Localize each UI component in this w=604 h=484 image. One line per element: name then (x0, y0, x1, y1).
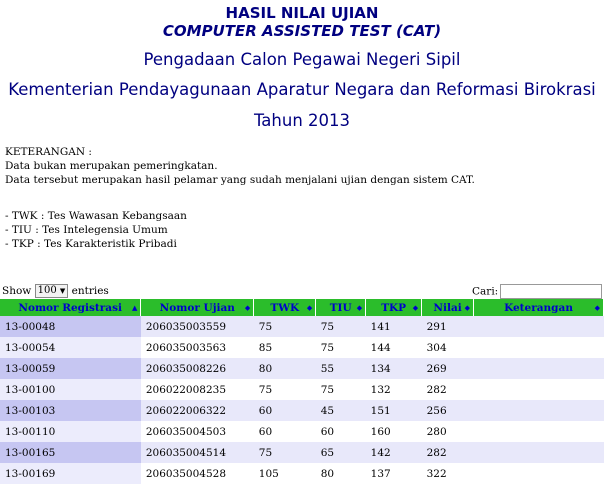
cell-keterangan (474, 442, 604, 463)
cell-tiu: 60 (316, 421, 366, 442)
cell-nomor-ujian: 206035004528 (141, 463, 254, 484)
keterangan-note: Data bukan merupakan pemeringkatan. (5, 160, 218, 172)
chevron-down-icon: ▼ (59, 287, 66, 295)
cell-keterangan (474, 337, 604, 358)
program-title: Pengadaan Calon Pegawai Negeri Sipil (143, 50, 461, 69)
sort-icon: ◆ (306, 303, 313, 312)
entries-control (2, 284, 109, 298)
cell-keterangan (474, 421, 604, 442)
cell-nilai: 291 (422, 316, 474, 337)
cell-nilai: 282 (422, 379, 474, 400)
cell-twk: 75 (254, 316, 316, 337)
sort-icon: ▲ (131, 303, 138, 312)
abbreviation-item: - TIU : Tes Intelegensia Umum (5, 224, 168, 236)
table-row (0, 358, 604, 379)
cell-twk: 60 (254, 421, 316, 442)
sort-icon: ◆ (244, 303, 251, 312)
search-input[interactable] (500, 284, 602, 299)
sort-icon: ◆ (594, 303, 600, 312)
cell-tkp: 160 (366, 421, 422, 442)
cell-tiu: 75 (316, 337, 366, 358)
cell-tkp: 132 (366, 379, 422, 400)
sort-icon: ◆ (464, 303, 471, 312)
column-header-tkp[interactable]: TKP ◆ (366, 299, 422, 316)
cell-tkp: 144 (366, 337, 422, 358)
cell-tiu: 45 (316, 400, 366, 421)
keterangan-section (5, 145, 475, 187)
cell-nomor-ujian: 206035003563 (141, 337, 254, 358)
cell-nomor-registrasi: 13-00165 (0, 442, 141, 463)
cell-nomor-registrasi: 13-00103 (0, 400, 141, 421)
search-control (472, 284, 602, 299)
cell-nomor-ujian: 206035004514 (141, 442, 254, 463)
cell-twk: 85 (254, 337, 316, 358)
cell-twk: 60 (254, 400, 316, 421)
abbreviation-list (5, 209, 187, 251)
ministry-title: Kementerian Pendayagunaan Aparatur Negara dan Reformasi Birokrasi (8, 80, 596, 99)
table-controls (0, 282, 604, 300)
cell-tkp: 134 (366, 358, 422, 379)
cell-nilai: 280 (422, 421, 474, 442)
column-header-nomor-registrasi[interactable]: Nomor Registrasi ▲ (0, 299, 141, 316)
cell-tiu: 80 (316, 463, 366, 484)
table-row (0, 442, 604, 463)
cell-nomor-registrasi: 13-00054 (0, 337, 141, 358)
sort-icon: ◆ (356, 303, 363, 312)
table-row (0, 463, 604, 484)
results-table (0, 299, 604, 484)
cell-nilai: 282 (422, 442, 474, 463)
cell-twk: 80 (254, 358, 316, 379)
cell-keterangan (474, 400, 604, 421)
table-row (0, 316, 604, 337)
cell-tkp: 141 (366, 316, 422, 337)
cell-tiu: 65 (316, 442, 366, 463)
cell-nomor-registrasi: 13-00110 (0, 421, 141, 442)
column-header-tiu[interactable]: TIU ◆ (316, 299, 366, 316)
table-header-row (0, 299, 604, 316)
cell-twk: 75 (254, 379, 316, 400)
page-subtitle: COMPUTER ASSISTED TEST (CAT) (162, 22, 442, 40)
abbreviation-item: - TKP : Tes Karakteristik Pribadi (5, 238, 177, 250)
cell-nilai: 322 (422, 463, 474, 484)
cell-nomor-ujian: 206022008235 (141, 379, 254, 400)
sort-icon: ◆ (412, 303, 419, 312)
cell-twk: 75 (254, 442, 316, 463)
cell-nomor-ujian: 206035003559 (141, 316, 254, 337)
cell-twk: 105 (254, 463, 316, 484)
cell-nomor-registrasi: 13-00169 (0, 463, 141, 484)
column-header-twk[interactable]: TWK ◆ (254, 299, 316, 316)
search-label: Cari: (472, 285, 499, 298)
cell-keterangan (474, 463, 604, 484)
table-row (0, 379, 604, 400)
keterangan-title: KETERANGAN : (5, 146, 92, 158)
cell-keterangan (474, 358, 604, 379)
cell-tiu: 75 (316, 316, 366, 337)
entries-label: entries (71, 285, 109, 297)
cell-nomor-registrasi: 13-00048 (0, 316, 141, 337)
year-title: Tahun 2013 (253, 111, 351, 130)
cell-tkp: 151 (366, 400, 422, 421)
cell-nomor-ujian: 206022006322 (141, 400, 254, 421)
cell-keterangan (474, 316, 604, 337)
table-row (0, 400, 604, 421)
entries-value: 100 (37, 285, 57, 296)
cell-tiu: 75 (316, 379, 366, 400)
cell-nomor-registrasi: 13-00059 (0, 358, 141, 379)
cell-tiu: 55 (316, 358, 366, 379)
column-header-nilai[interactable]: Nilai ◆ (422, 299, 474, 316)
column-header-keterangan[interactable]: Keterangan ◆ (474, 299, 604, 316)
cell-nilai: 269 (422, 358, 474, 379)
cell-nomor-registrasi: 13-00100 (0, 379, 141, 400)
cell-nomor-ujian: 206035008226 (141, 358, 254, 379)
show-label: Show (2, 285, 32, 297)
cell-keterangan (474, 379, 604, 400)
keterangan-note: Data tersebut merupakan hasil pelamar yang sudah menjalani ujian dengan sistem CAT. (5, 174, 475, 186)
table-row (0, 421, 604, 442)
cell-nilai: 256 (422, 400, 474, 421)
column-header-nomor-ujian[interactable]: Nomor Ujian ◆ (141, 299, 254, 316)
entries-select[interactable] (35, 284, 69, 298)
table-row (0, 337, 604, 358)
page-title: HASIL NILAI UJIAN (225, 4, 379, 22)
cell-tkp: 142 (366, 442, 422, 463)
cell-tkp: 137 (366, 463, 422, 484)
abbreviation-item: - TWK : Tes Wawasan Kebangsaan (5, 210, 187, 222)
cell-nomor-ujian: 206035004503 (141, 421, 254, 442)
cell-nilai: 304 (422, 337, 474, 358)
